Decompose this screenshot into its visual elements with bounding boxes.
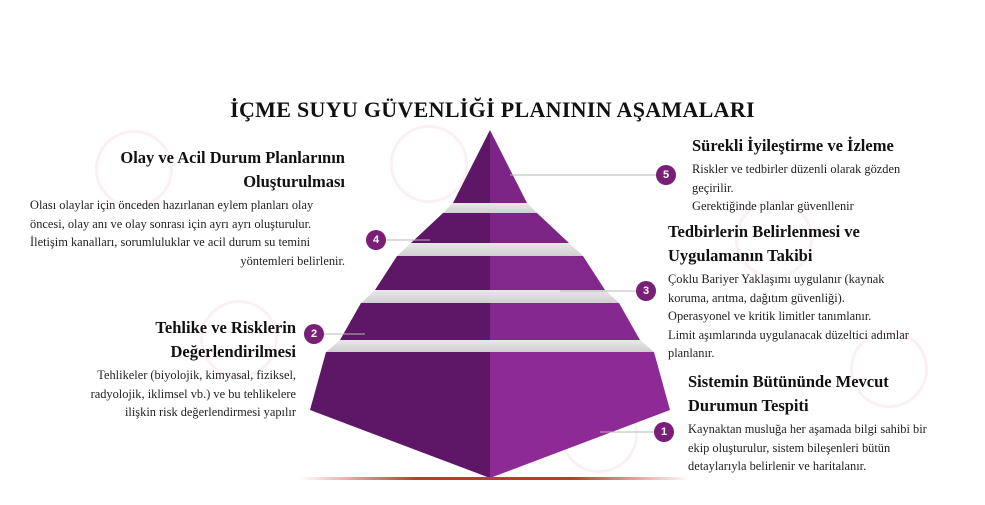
stage-number-badge: 5 [656,165,676,185]
pyramid-tier-3-right [490,256,605,290]
stage-heading: Olay ve Acil Durum Planlarının Oluşturulması [120,148,345,191]
stage-5-block [692,134,962,216]
pyramid-tier-5-left [453,130,490,203]
stage-heading: Tehlike ve Risklerin Değerlendirilmesi [155,318,296,361]
pyramid-tier-3-left [375,256,490,290]
stage-number-badge: 3 [636,281,656,301]
pyramid-tier-1-right [490,352,670,478]
stage-number-badge: 2 [304,324,324,344]
pyramid-tier-4-left [411,213,490,243]
stage-2-block [60,316,296,422]
stage-number-badge: 1 [654,422,674,442]
stage-heading: Sistemin Bütününde Mevcut Durumun Tespiti [688,372,889,415]
stage-description: Tehlikeler (biyolojik, kimyasal, fiziksel, radyolojik, iklimsel vb.) ve bu tehlikelere ilişkin risk değerlendirmesi yapılır [90,368,296,419]
pyramid-band [397,243,583,256]
pyramid-band [361,290,619,303]
pyramid-tier-5-right [490,130,527,203]
stage-description: Kaynaktan musluğa her aşamada bilgi sahibi bir ekip oluşturulur, sistem bileşenleri bütün detaylarıyla belirlenir ve haritalanır. [688,422,927,473]
page-title: İÇME SUYU GÜVENLİĞİ PLANININ AŞAMALARI [230,97,755,122]
stage-heading: Tedbirlerin Belirlenmesi ve Uygulamanın Takibi [668,222,860,265]
base-accent-line [300,477,690,480]
pyramid-tier-1-left [310,352,490,478]
stage-4-block [30,146,345,270]
stage-heading: Sürekli İyileştirme ve İzleme [692,136,894,155]
pyramid-band [326,340,654,352]
stage-1-block [688,370,968,476]
pyramid-band [443,203,537,213]
pyramid-tier-2-right [490,303,640,340]
pyramid-tier-4-right [490,213,569,243]
stage-number-badge: 4 [366,230,386,250]
stage-3-block [668,220,968,363]
stage-description: Riskler ve tedbirler düzenli olarak gözden geçirilir. Gerektiğinde planlar güvenllenir [692,162,901,213]
stage-description: Olası olaylar için önceden hazırlanan eylem planları olay öncesi, olay anı ve olay sonrası için ayrı ayrı oluşturulur. İletişim kanalları, sorumluluklar ve acil durum su temini yöntemleri belirlenir. [30,198,345,268]
stage-description: Çoklu Bariyer Yaklaşımı uygulanır (kaynak koruma, arıtma, dağıtım güvenliği). Operasyonel ve kritik limitler tanımlanır. Limit aşımlarında uygulanacak düzeltici adımlar planlanır. [668,272,909,360]
